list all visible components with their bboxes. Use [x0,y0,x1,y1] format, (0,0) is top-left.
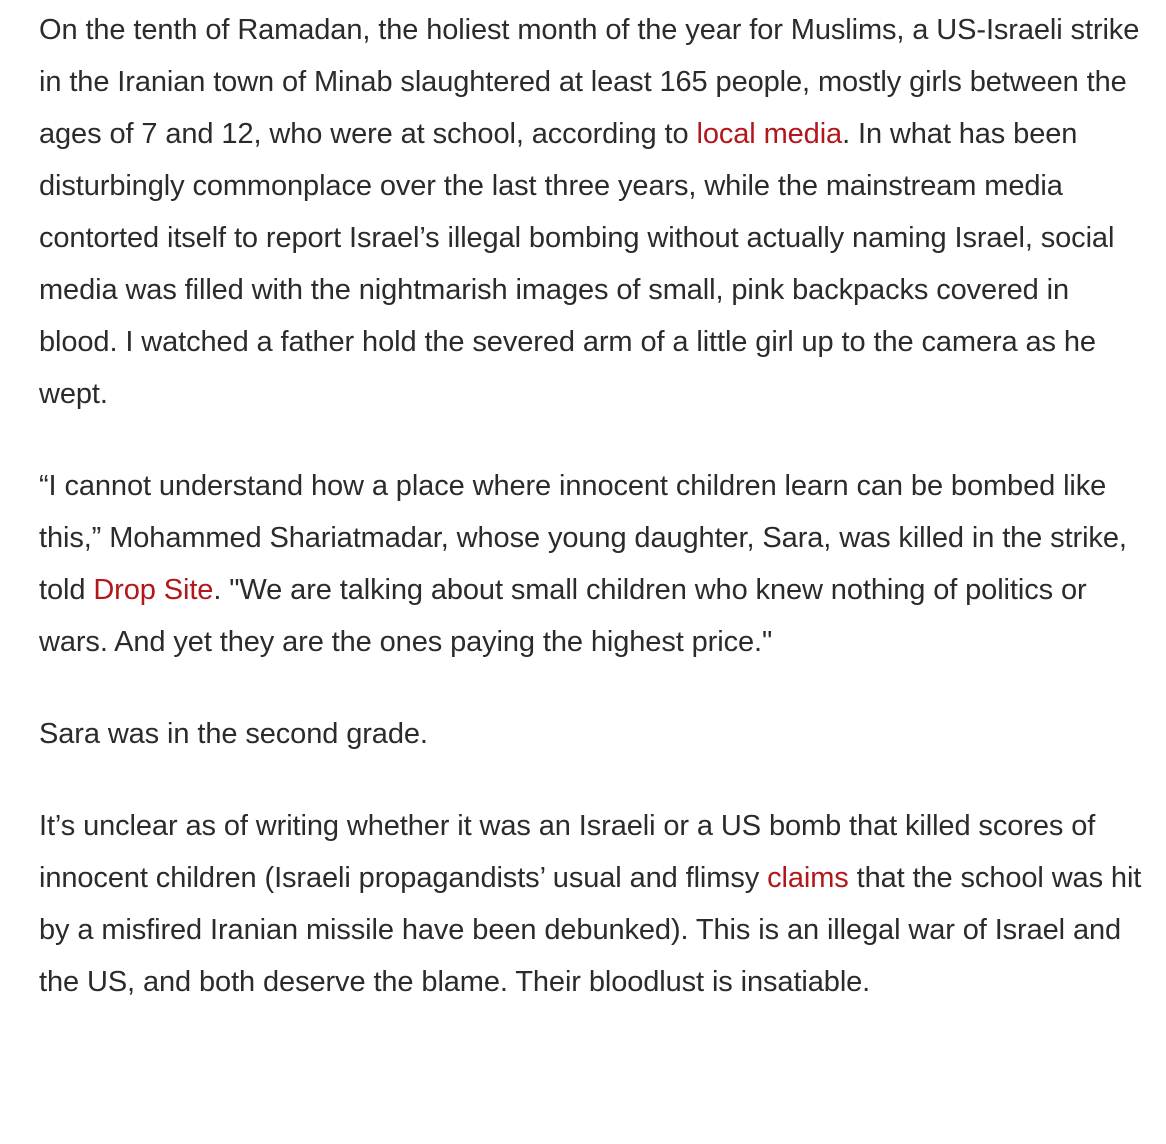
paragraph-2 [39,460,1144,668]
paragraph-2-text-1: “I cannot understand how a place where innocent children learn can be bombed like this,” Mohammed Shariatmadar, whose young daughter, Sara, was killed in the strike, told [39,470,1127,606]
claims-link[interactable]: claims [767,862,849,894]
article-body [39,4,1144,1048]
paragraph-4-text-2: that the school was hit by a misfired Iranian missile have been debunked). This is an illegal war of Israel and the US, and both deserve the blame. Their bloodlust is insatiable. [39,862,1142,998]
drop-site-link[interactable]: Drop Site [93,574,214,606]
paragraph-3-text-1: Sara was in the second grade. [39,718,428,750]
paragraph-4 [39,800,1144,1008]
local-media-link[interactable]: local media [696,118,843,150]
paragraph-1 [39,4,1144,420]
paragraph-3 [39,708,1144,760]
paragraph-4-text-1: It’s unclear as of writing whether it was an Israeli or a US bomb that killed scores of innocent children (Israeli propagandists’ usual and flimsy [39,810,1096,894]
paragraph-2-text-2: . "We are talking about small children who knew nothing of politics or wars. And yet they are the ones paying the highest price." [39,574,1087,658]
paragraph-1-text-1: On the tenth of Ramadan, the holiest month of the year for Muslims, a US-Israeli strike in the Iranian town of Minab slaughtered at least 165 people, mostly girls between the ages of 7 and 12, who were at school, according to [39,14,1140,150]
paragraph-1-text-2: . In what has been disturbingly commonplace over the last three years, while the mainstream media contorted itself to report Israel’s illegal bombing without actually naming Israel, social media was filled with the nightmarish images of small, pink backpacks covered in blood. I watched a father hold the severed arm of a little girl up to the camera as he wept. [39,118,1115,410]
